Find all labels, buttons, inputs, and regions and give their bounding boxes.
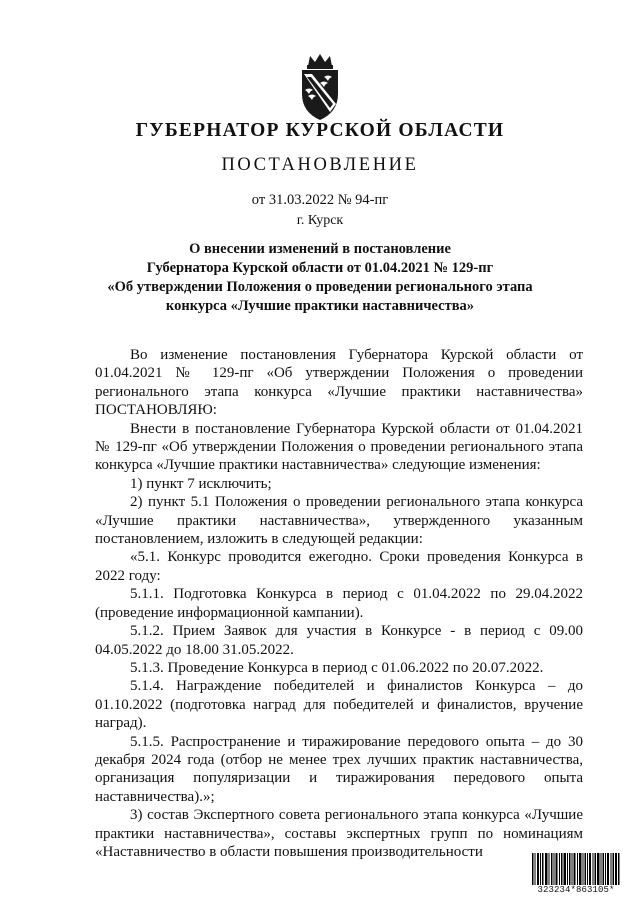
- body-paragraph: 5.1.3. Проведение Конкурса в период с 01.06.2022 по 20.07.2022.: [130, 659, 544, 676]
- document-title: [80, 240, 560, 316]
- coat-of-arms-icon: [290, 52, 350, 122]
- barcode-number: 323234*863105*: [537, 885, 615, 895]
- body-paragraph: 5.1.5. Распространение и тиражирование передового опыта – до 30 декабря 2024 года (отбор не менее трех лучших практик наставничества, организация популяризации и тиражирования передового опыта наставничества).»;: [95, 733, 583, 805]
- body-paragraph: Внести в постановление Губернатора Курской области от 01.04.2021 № 129-пг «Об утверждении Положения о проведении регионального этапа конкурса «Лучшие практики наставничества» следующие изменения:: [95, 420, 583, 474]
- barcode-icon: [532, 853, 620, 885]
- document-city: г. Курск: [296, 213, 344, 228]
- document-date-number: от 31.03.2022 № 94-пг: [251, 192, 389, 208]
- body-paragraph: 5.1.4. Награждение победителей и финалистов Конкурса – до 01.10.2022 (подготовка наград для победителей и финалистов, вручение наград).: [95, 678, 583, 732]
- body-paragraph: 5.1.2. Прием Заявок для участия в Конкурсе - в период с 09.00 04.05.2022 до 18.00 31.05.2022.: [95, 623, 583, 658]
- title-line: конкурса «Лучшие практики наставничества»: [165, 298, 475, 314]
- title-line: О внесении изменений в постановление: [189, 241, 451, 257]
- document-barcode: [532, 853, 620, 895]
- body-paragraph: 5.1.1. Подготовка Конкурса в период с 01.04.2022 по 29.04.2022 (проведение информационной кампании).: [95, 586, 583, 621]
- body-paragraph: 1) пункт 7 исключить;: [130, 475, 272, 492]
- body-paragraph: 3) состав Экспертного совета регионального этапа конкурса «Лучшие практики наставничества», составы экспертных групп по номинациям «Наставничество в области повышения производительности: [95, 807, 583, 860]
- body-paragraph: 2) пункт 5.1 Положения о проведении регионального этапа конкурса «Лучшие практики наставничества», утвержденного указанным постановлением, изложить в следующей редакции:: [95, 494, 583, 548]
- body-paragraph: «5.1. Конкурс проводится ежегодно. Сроки проведения Конкурса в 2022 году:: [95, 549, 583, 584]
- title-line: «Об утверждении Положения о проведении регионального этапа: [107, 279, 533, 295]
- title-line: Губернатора Курской области от 01.04.2021 № 129-пг: [146, 260, 494, 276]
- issuing-authority: ГУБЕРНАТОР КУРСКОЙ ОБЛАСТИ: [135, 120, 505, 141]
- document-type: ПОСТАНОВЛЕНИЕ: [221, 155, 419, 175]
- preamble-paragraph: Во изменение постановления Губернатора Курской области от 01.04.2021 № 129-пг «Об утверждении Положения о проведении регионального этапа конкурса «Лучшие практики наставничества» ПОСТАНОВЛЯЮ:: [95, 347, 583, 419]
- document-body: [95, 346, 583, 861]
